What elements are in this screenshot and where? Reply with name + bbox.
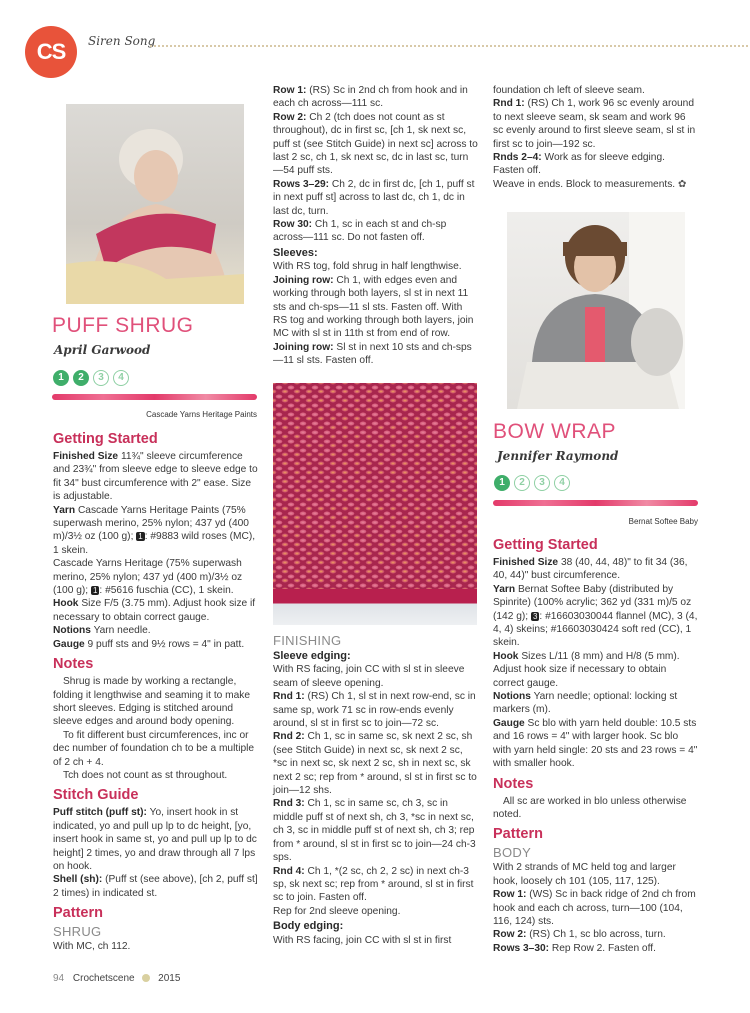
wrap-yarn-swatch: [493, 500, 698, 506]
yarn-weight-icon: 1: [138, 532, 143, 542]
notes-heading: Notes: [53, 656, 94, 673]
shrug-yarn-caption: Cascade Yarns Heritage Paints: [146, 410, 257, 419]
shrug-title: PUFF SHRUG: [52, 314, 194, 337]
magazine-name: Crochetscene: [72, 973, 135, 984]
shrug-yarn-swatch: [52, 394, 257, 400]
skill-level-2-icon: 2: [514, 475, 530, 491]
wrap-designer: Jennifer Raymond: [497, 449, 619, 463]
skill-level-1-icon: 1: [53, 370, 69, 386]
body-edging-heading: Body edging:: [273, 920, 344, 933]
stitch-guide-heading: Stitch Guide: [53, 787, 139, 804]
skill-level-3-icon: 3: [93, 370, 109, 386]
middle-column-top: Row 1: (RS) Sc in 2nd ch from hook and in each ch across—111 sc. Row 2: Ch 2 (tch does not count as st throughout), dc in first sc, [ch 1, sk next sc, puff st (see Stitch Guide) in next sc] across to last 2 sc, ch 1, sk next sc, dc in last sc, turn—54 puff sts. Rows 3–29: Ch 2, dc in first dc, [ch 1, puff st in next puff st] across to last dc, ch 1, dc in last dc, turn. Row 30: Ch 1, sc in each st and ch-sp across—111 sc. Do not fasten off. Sleeves: With RS tog, fold shrug in half lengthwise. Joining row: Ch 1, with edges even and working through both layers, sl st in next 11 sts and ch-sps—11 sl sts. Fasten off. With RS tog and working through both layers, join MC with sl st in 11th st from end of row. Joining row: Sl st in next 10 sts and ch-sps—11 sl sts. Fasten off.: [273, 85, 478, 367]
wrap-getting-started-heading: Getting Started: [493, 537, 598, 553]
shrug-column: Getting Started Finished Size 11¾" sleeve circumference and 23¾" from sleeve edge to sleeve edge to fit 34" bust circumference with 2" ease. Size is adjustable. Yarn Cascade Yarns Heritage Paints (75% superwash merino, 25% nylon; 437 yd (400 m)/3½ oz (100 g); 1 : #9883 wild roses (MC), 1 skein. Cascade Yarns Heritage (75% superwash merino, 25% nylon; 437 yd (400 m)/3½ oz (100 g); 1 : #5616 fuschia (CC), 1 skein. Hook Size F/5 (3.75 mm). Adjust hook size if necessary to obtain correct gauge. Notions Yarn needle. Gauge 9 puff sts and 9½ rows = 4" in patt. Notes Shrug is made by working a rectangle, folding it lengthwise and seaming it to make short sleeves. Edging is stitched around sleeve edges and around body opening. To fit different bust circumferences, inc or dec number of foundation ch to be a multiple of 2 ch + 4. Tch does not count as st throughout. Stitch Guide Puff stitch (puff st): Yo, insert hook in st indicated, yo and pull up lp to dc height, [yo, insert hook in same st, yo and pull up lp to dc height] 2 times, yo and draw through all 7 lps on hook. Shell (sh): (Puff st (see above), [ch 2, puff st] 2 times) in indicated st. Pattern SHRUG With MC, ch 112.: [53, 431, 258, 953]
shrug-designer: April Garwood: [54, 343, 151, 357]
right-column-top: foundation ch left of sleeve seam. Rnd 1: (RS) Ch 1, work 96 sc evenly around to next sleeve seam, sk seam and work 96 sc evenly around to first sleeve seam, sl st in first sc to join—192 sc. Rnds 2–4: Work as for sleeve edging. Fasten off. Weave in ends. Block to measurements. ✿: [493, 85, 696, 190]
wrap-skill-levels: [494, 472, 574, 491]
logo-badge: CS: [25, 26, 77, 78]
page-number: 94: [53, 973, 65, 984]
wrap-notes-heading: Notes: [493, 775, 534, 792]
wrap-pattern-heading: Pattern: [493, 826, 543, 843]
shrug-subheading: SHRUG: [53, 924, 102, 940]
yarn-weight-icon: 1: [92, 586, 98, 596]
wrap-yarn-caption: Bernat Softee Baby: [628, 517, 698, 526]
middle-column-bottom: FINISHING Sleeve edging: With RS facing, join CC with sl st in sleeve seam of sleeve opening. Rnd 1: (RS) Ch 1, sl st in next row-end, sc in same sp, work 71 sc in row-ends evenly around, sl st in first sc to join—72 sc. Rnd 2: Ch 1, sc in same sc, sk next 2 sc, sh (see Stitch Guide) in next sc, sk next 2 sc, *sc in next sc, sk next 2 sc, sh in next sc, sk next 2 sc; rep from * around, sl st in first sc to join—12 shs. Rnd 3: Ch 1, sc in same sc, ch 3, sc in middle puff st of next sh, ch 3, *sc in next sc, ch 3, sc in middle puff st of next sh, ch 3; rep from * around, sl st in first sc to join—24 ch-3 sps. Rnd 4: Ch 1, *(2 sc, ch 2, 2 sc) in next ch-3 sp, sk next sc; rep from * around, sl st in first sc to join. Fasten off. Rep for 2nd sleeve opening. Body edging: With RS facing, join CC with sl st in first: [273, 633, 477, 946]
shrug-skill-levels: [53, 367, 133, 386]
end-mark-icon: ✿: [678, 178, 687, 190]
getting-started-heading: Getting Started: [53, 431, 158, 447]
skill-level-3-icon: 3: [534, 475, 550, 491]
finishing-heading: FINISHING: [273, 633, 342, 648]
wrap-photo: [507, 212, 685, 409]
skill-level-2-icon: 2: [73, 370, 89, 386]
footer-dot-icon: [142, 974, 150, 982]
wrap-column: Getting Started Finished Size 38 (40, 44, 48)" to fit 34 (36, 40, 44)" bust circumference. Yarn Bernat Softee Baby (distributed by Spinrite) (100% acrylic; 362 yd (331 m)/5 oz (142 g); 3 : #16603030044 flannel (MC), 3 (4, 4, 4) skeins; #16603030424 soft red (CC), 1 skein. Hook Sizes L/11 (8 mm) and H/8 (5 mm). Adjust hook size if necessary to obtain correct gauge. Notions Yarn needle; optional: locking st markers (m). Gauge Sc blo with yarn held double: 10.5 sts and 16 rows = 4" with larger hook. Sc blo with yarn held single: 20 sts and 23 rows = 4" with smaller hook. Notes All sc are worked in blo unless otherwise noted. Pattern BODY With 2 strands of MC held tog and larger hook, loosely ch 101 (105, 117, 125). Row 1: (WS) Sc in back ridge of 2nd ch from hook and each ch across, turn—100 (104, 116, 124) sts. Row 2: (RS) Ch 1, sc blo across, turn. Rows 3–30: Rep Row 2. Fasten off.: [493, 537, 698, 954]
swatch-photo: [273, 383, 477, 625]
shrug-photo: [66, 104, 244, 304]
wrap-title: BOW WRAP: [493, 420, 616, 443]
pattern-heading: Pattern: [53, 905, 103, 922]
skill-level-4-icon: 4: [554, 475, 570, 491]
skill-level-1-icon: 1: [494, 475, 510, 491]
header-dotted-rule: [150, 45, 748, 47]
yarn-weight-icon: 3: [532, 611, 538, 621]
skill-level-4-icon: 4: [113, 370, 129, 386]
issue-year: 2015: [158, 973, 181, 984]
section-title: Siren Song: [88, 34, 156, 48]
footer: [53, 973, 180, 984]
wrap-body-subheading: BODY: [493, 845, 532, 861]
sleeves-heading: Sleeves:: [273, 246, 318, 259]
sleeve-edging-heading: Sleeve edging:: [273, 650, 351, 662]
